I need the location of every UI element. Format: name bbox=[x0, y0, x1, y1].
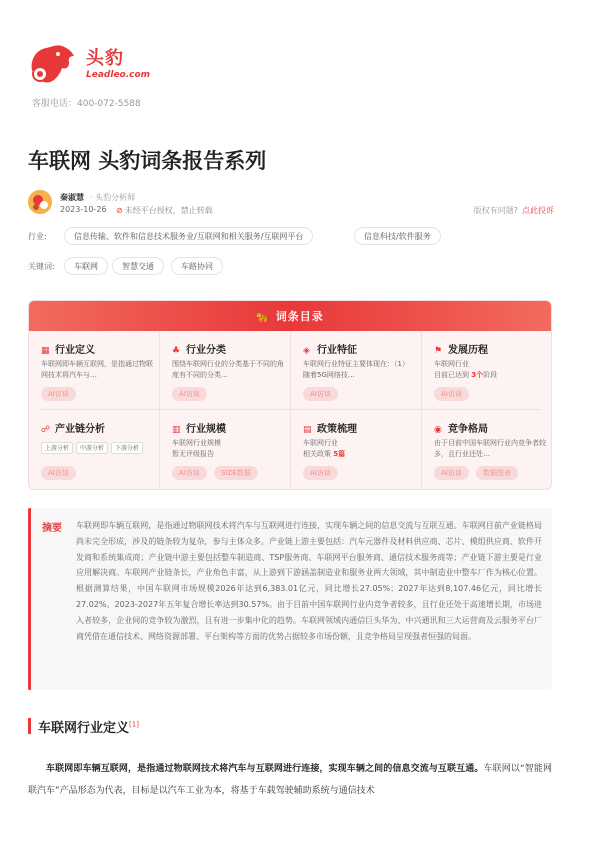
ai-interview-button[interactable]: AI访谈 bbox=[434, 466, 469, 480]
competition-icon: ◉ bbox=[434, 425, 442, 435]
page-title: 车联网 头豹词条报告系列 bbox=[28, 149, 267, 173]
brand-name: 头豹 bbox=[86, 48, 124, 69]
catalog-item-industry-chain[interactable] bbox=[29, 410, 160, 488]
catalog-item-desc: 车联网行业 目前已达到 3个阶段 bbox=[434, 360, 498, 379]
copyright-complaint bbox=[474, 205, 554, 216]
catalog-item-policy[interactable] bbox=[291, 410, 422, 488]
keyword-label: 关键词: bbox=[28, 262, 55, 271]
abstract-accent-bar bbox=[28, 508, 31, 690]
author-row bbox=[28, 190, 554, 220]
catalog-item-desc: 由于目前中国车联网行业内竞争者较多，且行业还处… bbox=[434, 439, 546, 458]
avatar bbox=[28, 190, 52, 214]
keyword-tag[interactable]: 车路协同 bbox=[171, 257, 223, 275]
catalog-item-competition[interactable] bbox=[422, 410, 552, 488]
catalog-item-features[interactable] bbox=[291, 331, 422, 409]
chain-chip[interactable]: 下游分析 bbox=[111, 442, 143, 454]
definition-paragraph bbox=[28, 758, 552, 802]
section-title: 车联网行业定义[1] bbox=[38, 720, 139, 736]
reference-mark[interactable]: [1] bbox=[129, 720, 139, 729]
catalog-item-desc: 围绕车联网行业的分类基于不同的角度有不同的分类… bbox=[172, 360, 284, 379]
policy-icon: ▤ bbox=[303, 425, 312, 435]
ai-interview-button[interactable]: AI访谈 bbox=[41, 466, 76, 480]
chain-chip[interactable]: 上游分析 bbox=[41, 442, 73, 454]
catalog-item-title: ♣ 行业分类 bbox=[172, 345, 226, 356]
author-role: · 头豹分析师 bbox=[90, 193, 136, 202]
catalog-item-title: ⚑ 发展历程 bbox=[434, 345, 488, 356]
industry-definition-icon: ▦ bbox=[41, 346, 50, 356]
industry-label: 行业: bbox=[28, 232, 47, 241]
abstract-label: 摘要 bbox=[42, 523, 62, 534]
ai-interview-button[interactable]: AI访谈 bbox=[172, 387, 207, 401]
ai-interview-button[interactable]: AI访谈 bbox=[172, 466, 207, 480]
catalog-item-title: ☍ 产业链分析 bbox=[41, 424, 105, 435]
definition-bold: 车联网即车辆互联网，是指通过物联网技术将汽车与互联网进行连接，实现车辆之间的信息交流与互联互通。 bbox=[46, 764, 484, 774]
catalog-item-title: ▥ 行业规模 bbox=[172, 424, 226, 435]
chain-chip[interactable]: 中游分析 bbox=[76, 442, 108, 454]
publish-date: 2023-10-26 bbox=[60, 205, 107, 214]
author-name[interactable]: 秦淑慧 bbox=[60, 193, 84, 202]
catalog-item-title: ▦ 行业定义 bbox=[41, 345, 95, 356]
keyword-tag[interactable]: 智慧交通 bbox=[112, 257, 164, 275]
copyright-question: 版权有问题? bbox=[473, 206, 518, 215]
complain-link[interactable]: 点此投诉 bbox=[522, 206, 554, 215]
industry-chain-icon: ☍ bbox=[41, 425, 51, 435]
leopard-logo-icon bbox=[26, 40, 76, 88]
size-data-button[interactable]: SIZE数据 bbox=[214, 466, 258, 480]
catalog-title: 🐆 词条目录 bbox=[256, 310, 324, 323]
catalog-item-title: ◈ 行业特征 bbox=[303, 345, 357, 356]
catalog-header bbox=[29, 301, 551, 331]
catalog-item-desc: 车联网即车辆互联网，是指通过物联网技术将汽车与… bbox=[41, 360, 153, 379]
copyright-notice bbox=[116, 205, 213, 216]
industry-row bbox=[28, 227, 554, 245]
brand-url[interactable]: Leadleo.com bbox=[86, 70, 151, 80]
keyword-row bbox=[28, 257, 554, 275]
industry-classification-icon: ♣ bbox=[172, 346, 181, 356]
ai-interview-button[interactable]: AI访谈 bbox=[434, 387, 469, 401]
industry-features-icon: ◈ bbox=[303, 346, 310, 356]
definition-rest: 车联网以“智能网联汽车”产品形态为代表，目标是以汽车工业为本，将基于车载驾驶辅助系统与通信技术 bbox=[28, 764, 552, 796]
section-accent-bar bbox=[28, 718, 31, 734]
industry-tag[interactable]: 信息传输、软件和信息技术服务业/互联网和相关服务/互联网平台 bbox=[64, 227, 313, 245]
catalog-item-definition[interactable] bbox=[29, 331, 160, 409]
catalog-item-title: ◉ 竞争格局 bbox=[434, 424, 488, 435]
industry-scale-icon: ▥ bbox=[172, 425, 181, 435]
keyword-tag[interactable]: 车联网 bbox=[64, 257, 108, 275]
industry-tag[interactable]: 信息科技/软件服务 bbox=[354, 227, 441, 245]
notice-text: 未经平台授权，禁止转载 bbox=[124, 206, 213, 215]
abstract-box bbox=[28, 508, 552, 690]
forbidden-icon: ⊘ bbox=[116, 206, 123, 215]
ai-interview-button[interactable]: AI访谈 bbox=[41, 387, 76, 401]
catalog-item-history[interactable] bbox=[422, 331, 552, 409]
ai-interview-button[interactable]: AI访谈 bbox=[303, 387, 338, 401]
abstract-text: 车联网即车辆互联网，是指通过物联网技术将汽车与互联网进行连接，实现车辆之间的信息交流与互联互通。车联网目前产业链格局尚未完全形成，涉及的链条较为复杂，参与主体众多。产业链上游主要包括：汽车元器件及材料供应商、芯片、模组供应商、软件开发商和系统集成商；产业链中游主要包括整车制造商、TSP服务商、车联网平台服务商、通信技术服务商等；产业链下游主要是行业应用解决商。车联网产业链条长，产业角色丰富，从上游到下游涵盖制造业和服务业两大领域，其中制造业中整车厂作为核心位置。根据测算结果，中国车联网市场规模2026年达到6,383.01亿元，同比增长27.05%；2027年达到8,107.46亿元，同比增长27.02%。2023-2027年五年复合增长率达到30.57%。由于目前中国车联网行业内竞争者较多，且行业还处于高速增长期，市场进入者较多，企业间的竞争较为激烈，且有进一步集中化的趋势。车联网领域内通信巨头华为、中兴通讯和三大运营商及云服务平台厂商凭借在通信技术、网络资源部署、平台架构等方面的优势占据较多市场份额，且竞争格局呈现强者恒强的局面。 bbox=[76, 521, 542, 641]
leadleo-logo bbox=[26, 40, 151, 90]
chart-data-button[interactable]: 数据图表 bbox=[476, 466, 518, 480]
avatar-image-icon bbox=[28, 190, 52, 214]
catalog-item-scale[interactable] bbox=[160, 410, 291, 488]
leopard-small-icon: 🐆 bbox=[256, 310, 276, 323]
catalog-item-desc: 车联网行业特征主要体现在：（1）随着5G网络技… bbox=[303, 360, 409, 379]
hotline: 客服电话：400-072-5588 bbox=[32, 99, 141, 109]
catalog-item-classification[interactable] bbox=[160, 331, 291, 409]
catalog-item-desc: 车联网行业规模 暂无评级报告 bbox=[172, 439, 221, 458]
history-icon: ⚑ bbox=[434, 346, 443, 356]
ai-interview-button[interactable]: AI访谈 bbox=[303, 466, 338, 480]
catalog-item-desc: 车联网行业 相关政策 5篇 bbox=[303, 439, 346, 458]
catalog-panel bbox=[28, 300, 552, 490]
catalog-item-title: ▤ 政策梳理 bbox=[303, 424, 357, 435]
